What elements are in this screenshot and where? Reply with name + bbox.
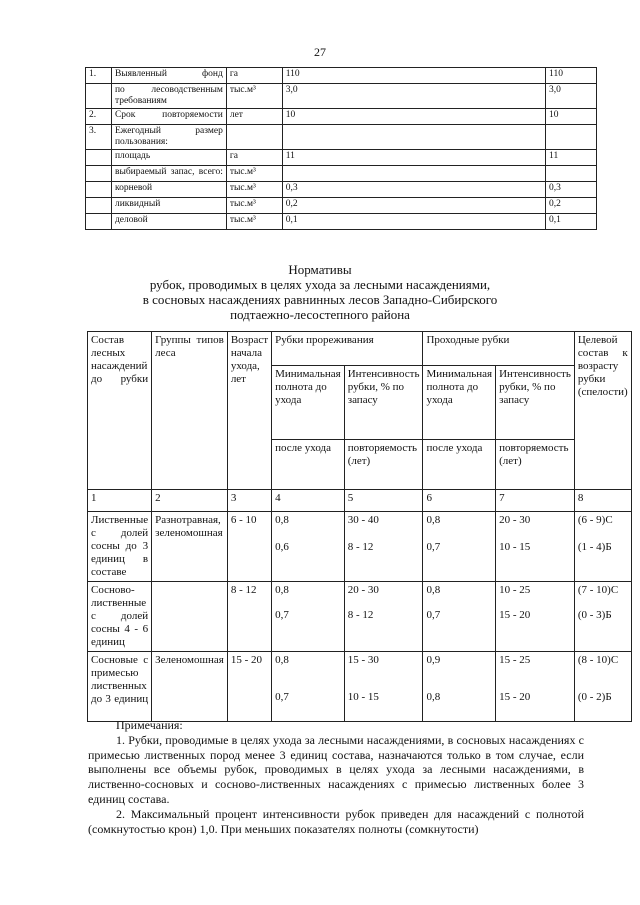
- target-composition-value: (6 - 9)С: [577, 514, 613, 526]
- header-thinning: Рубки прореживания: [272, 332, 423, 366]
- intensity-thin-value: 10 - 15: [347, 691, 379, 703]
- min-density-pass-cell: [423, 582, 496, 652]
- intensity-pass-value: 15 - 20: [499, 609, 531, 621]
- intensity-pass-value: 10 - 15: [499, 541, 531, 553]
- row-value-2: 11: [546, 150, 597, 166]
- row-number: [86, 150, 112, 166]
- header-min-density: Минимальная полнота до ухода: [272, 366, 345, 440]
- title-line: Нормативы: [288, 262, 352, 277]
- row-number: 2.: [86, 109, 112, 125]
- row-value-1: 110: [282, 68, 545, 84]
- norms-row: [88, 652, 632, 722]
- table-title: [0, 262, 640, 322]
- column-number: 7: [496, 490, 575, 512]
- min-density-pass-cell: [423, 512, 496, 582]
- row-unit: га: [226, 150, 282, 166]
- intensity-pass-cell: [496, 582, 575, 652]
- intensity-thin-value: 20 - 30: [347, 584, 379, 596]
- column-number: 2: [152, 490, 228, 512]
- header-intensity: Интенсивность рубки, % по запасу: [496, 366, 575, 440]
- norms-row: [88, 512, 632, 582]
- target-composition-value: (0 - 3)Б: [577, 609, 612, 621]
- header-intensity: Интенсивность рубки, % по запасу: [344, 366, 423, 440]
- min-density-thin-value: 0,8: [275, 584, 289, 596]
- summary-row: [86, 68, 597, 84]
- row-value-1: 3,0: [282, 84, 545, 109]
- header-composition: Состав лесных насаждений до рубки: [88, 332, 152, 490]
- forest-type-cell: [152, 582, 228, 652]
- start-age-cell: 15 - 20: [227, 652, 271, 722]
- intensity-pass-value: 20 - 30: [499, 514, 531, 526]
- row-number: 3.: [86, 125, 112, 150]
- target-composition-value: (7 - 10)С: [577, 584, 619, 596]
- row-unit: тыс.м³: [226, 214, 282, 230]
- row-value-2: [546, 166, 597, 182]
- summary-row: [86, 214, 597, 230]
- intensity-thin-value: 8 - 12: [347, 609, 374, 621]
- intensity-thin-cell: [344, 652, 423, 722]
- column-number-row: [88, 490, 632, 512]
- row-value-1: 0,3: [282, 182, 545, 198]
- row-unit: лет: [226, 109, 282, 125]
- summary-row: [86, 198, 597, 214]
- summary-row: [86, 182, 597, 198]
- row-value-2: 110: [546, 68, 597, 84]
- intensity-pass-cell: [496, 512, 575, 582]
- summary-row: [86, 109, 597, 125]
- row-name: ликвидный: [111, 198, 226, 214]
- min-density-thin-value: 0,7: [275, 609, 289, 621]
- row-value-2: 3,0: [546, 84, 597, 109]
- header-after: после ухода: [423, 440, 496, 490]
- min-density-pass-value: 0,9: [426, 654, 441, 666]
- row-number: [86, 198, 112, 214]
- min-density-thin-value: 0,8: [275, 514, 289, 526]
- intensity-pass-value: 15 - 25: [499, 654, 531, 666]
- min-density-thin-cell: [272, 512, 345, 582]
- row-name: площадь: [111, 150, 226, 166]
- row-value-1: [282, 166, 545, 182]
- target-composition-cell: [574, 512, 631, 582]
- header-min-density: Минимальная полнота до ухода: [423, 366, 496, 440]
- row-unit: тыс.м³: [226, 182, 282, 198]
- row-unit: тыс.м³: [226, 84, 282, 109]
- column-number: 8: [574, 490, 631, 512]
- start-age-cell: 8 - 12: [227, 582, 271, 652]
- row-unit: тыс.м³: [226, 166, 282, 182]
- target-composition-value: (0 - 2)Б: [577, 691, 612, 703]
- target-composition-cell: [574, 652, 631, 722]
- norms-table: [87, 331, 632, 722]
- norms-row: [88, 582, 632, 652]
- header-repeat: повторяемость (лет): [344, 440, 423, 490]
- header-passage-cuttings: Проходные рубки: [423, 332, 574, 366]
- header-after: после ухода: [272, 440, 345, 490]
- row-name: выбираемый запас, всего:: [111, 166, 226, 182]
- row-value-1: [282, 125, 545, 150]
- summary-row: [86, 84, 597, 109]
- min-density-pass-value: 0,8: [426, 514, 441, 526]
- summary-table: [85, 67, 597, 230]
- summary-row: [86, 150, 597, 166]
- min-density-thin-value: 0,7: [275, 691, 289, 703]
- composition-cell: Сосново-лиственные с долей сосны 4 - 6 единиц: [88, 582, 152, 652]
- composition-cell: Лиственные с долей сосны до 3 единиц в составе: [88, 512, 152, 582]
- min-density-pass-value: 0,7: [426, 541, 441, 553]
- start-age-cell: 6 - 10: [227, 512, 271, 582]
- column-number: 6: [423, 490, 496, 512]
- min-density-pass-value: 0,7: [426, 609, 441, 621]
- min-density-pass-cell: [423, 652, 496, 722]
- row-value-2: [546, 125, 597, 150]
- notes: [88, 718, 584, 836]
- header-forest-type: Группы типов леса: [152, 332, 228, 490]
- row-value-1: 11: [282, 150, 545, 166]
- notes-title: Примечания:: [116, 718, 183, 732]
- min-density-thin-cell: [272, 652, 345, 722]
- row-number: [86, 214, 112, 230]
- intensity-thin-cell: [344, 582, 423, 652]
- min-density-thin-value: 0,8: [275, 654, 289, 666]
- row-value-1: 0,2: [282, 198, 545, 214]
- column-number: 3: [227, 490, 271, 512]
- row-value-2: 0,3: [546, 182, 597, 198]
- title-line: подтаежно-лесостепного района: [230, 307, 410, 322]
- page-number: 27: [314, 45, 326, 59]
- row-name: Выявленный фонд: [111, 68, 226, 84]
- intensity-thin-value: 15 - 30: [347, 654, 379, 666]
- intensity-thin-value: 8 - 12: [347, 541, 374, 553]
- row-name: корневой: [111, 182, 226, 198]
- note-item: 1. Рубки, проводимые в целях ухода за лесными насаждениями, в сосновых насаждениях с примесью лиственных пород менее 3 единиц состава, назначаются только в том случае, если выполнены все объемы рубок, проводимых в целях ухода за лесными насаждениями, в лиственно-сосновых и сосново-лиственных насаждениях с примесью лиственных более 3 единиц состава.: [88, 732, 584, 806]
- row-number: [86, 182, 112, 198]
- forest-type-cell: Зеленомошная: [152, 652, 228, 722]
- row-value-2: 0,1: [546, 214, 597, 230]
- row-name: по лесоводственным требованиям: [111, 84, 226, 109]
- min-density-pass-value: 0,8: [426, 691, 441, 703]
- column-number: 1: [88, 490, 152, 512]
- row-number: [86, 166, 112, 182]
- forest-type-cell: Разнотравная, зеленомошная: [152, 512, 228, 582]
- target-composition-value: (1 - 4)Б: [577, 541, 612, 553]
- row-value-1: 10: [282, 109, 545, 125]
- row-number: [86, 84, 112, 109]
- row-unit: га: [226, 68, 282, 84]
- target-composition-cell: [574, 582, 631, 652]
- intensity-pass-value: 10 - 25: [499, 584, 531, 596]
- intensity-pass-value: 15 - 20: [499, 691, 531, 703]
- row-name: Срок повторяемости: [111, 109, 226, 125]
- row-name: деловой: [111, 214, 226, 230]
- row-unit: [226, 125, 282, 150]
- intensity-pass-cell: [496, 652, 575, 722]
- row-value-2: 10: [546, 109, 597, 125]
- row-number: 1.: [86, 68, 112, 84]
- summary-row: [86, 166, 597, 182]
- column-number: 5: [344, 490, 423, 512]
- header-repeat: повторяемость (лет): [496, 440, 575, 490]
- min-density-pass-value: 0,8: [426, 584, 441, 596]
- row-name: Ежегодный размер пользования:: [111, 125, 226, 150]
- row-value-2: 0,2: [546, 198, 597, 214]
- composition-cell: Сосновые с примесью лиственных до 3 единиц: [88, 652, 152, 722]
- row-value-1: 0,1: [282, 214, 545, 230]
- note-item: 2. Максимальный процент интенсивности рубок приведен для насаждений с полнотой (сомкнутостью крон) 1,0. При меньших показателях полноты (сомкнутости): [88, 806, 584, 836]
- target-composition-value: (8 - 10)С: [577, 654, 619, 666]
- min-density-thin-cell: [272, 582, 345, 652]
- column-number: 4: [272, 490, 345, 512]
- row-unit: тыс.м³: [226, 198, 282, 214]
- header-start-age: Возраст начала ухода, лет: [227, 332, 271, 490]
- title-line: в сосновых насаждениях равнинных лесов Западно-Сибирского: [142, 292, 498, 307]
- min-density-thin-value: 0,6: [275, 541, 289, 553]
- title-line: рубок, проводимых в целях ухода за лесными насаждениями,: [149, 277, 491, 292]
- intensity-thin-cell: [344, 512, 423, 582]
- intensity-thin-value: 30 - 40: [347, 514, 379, 526]
- summary-row: [86, 125, 597, 150]
- header-target: Целевой состав к возрасту рубки (спелости): [574, 332, 631, 490]
